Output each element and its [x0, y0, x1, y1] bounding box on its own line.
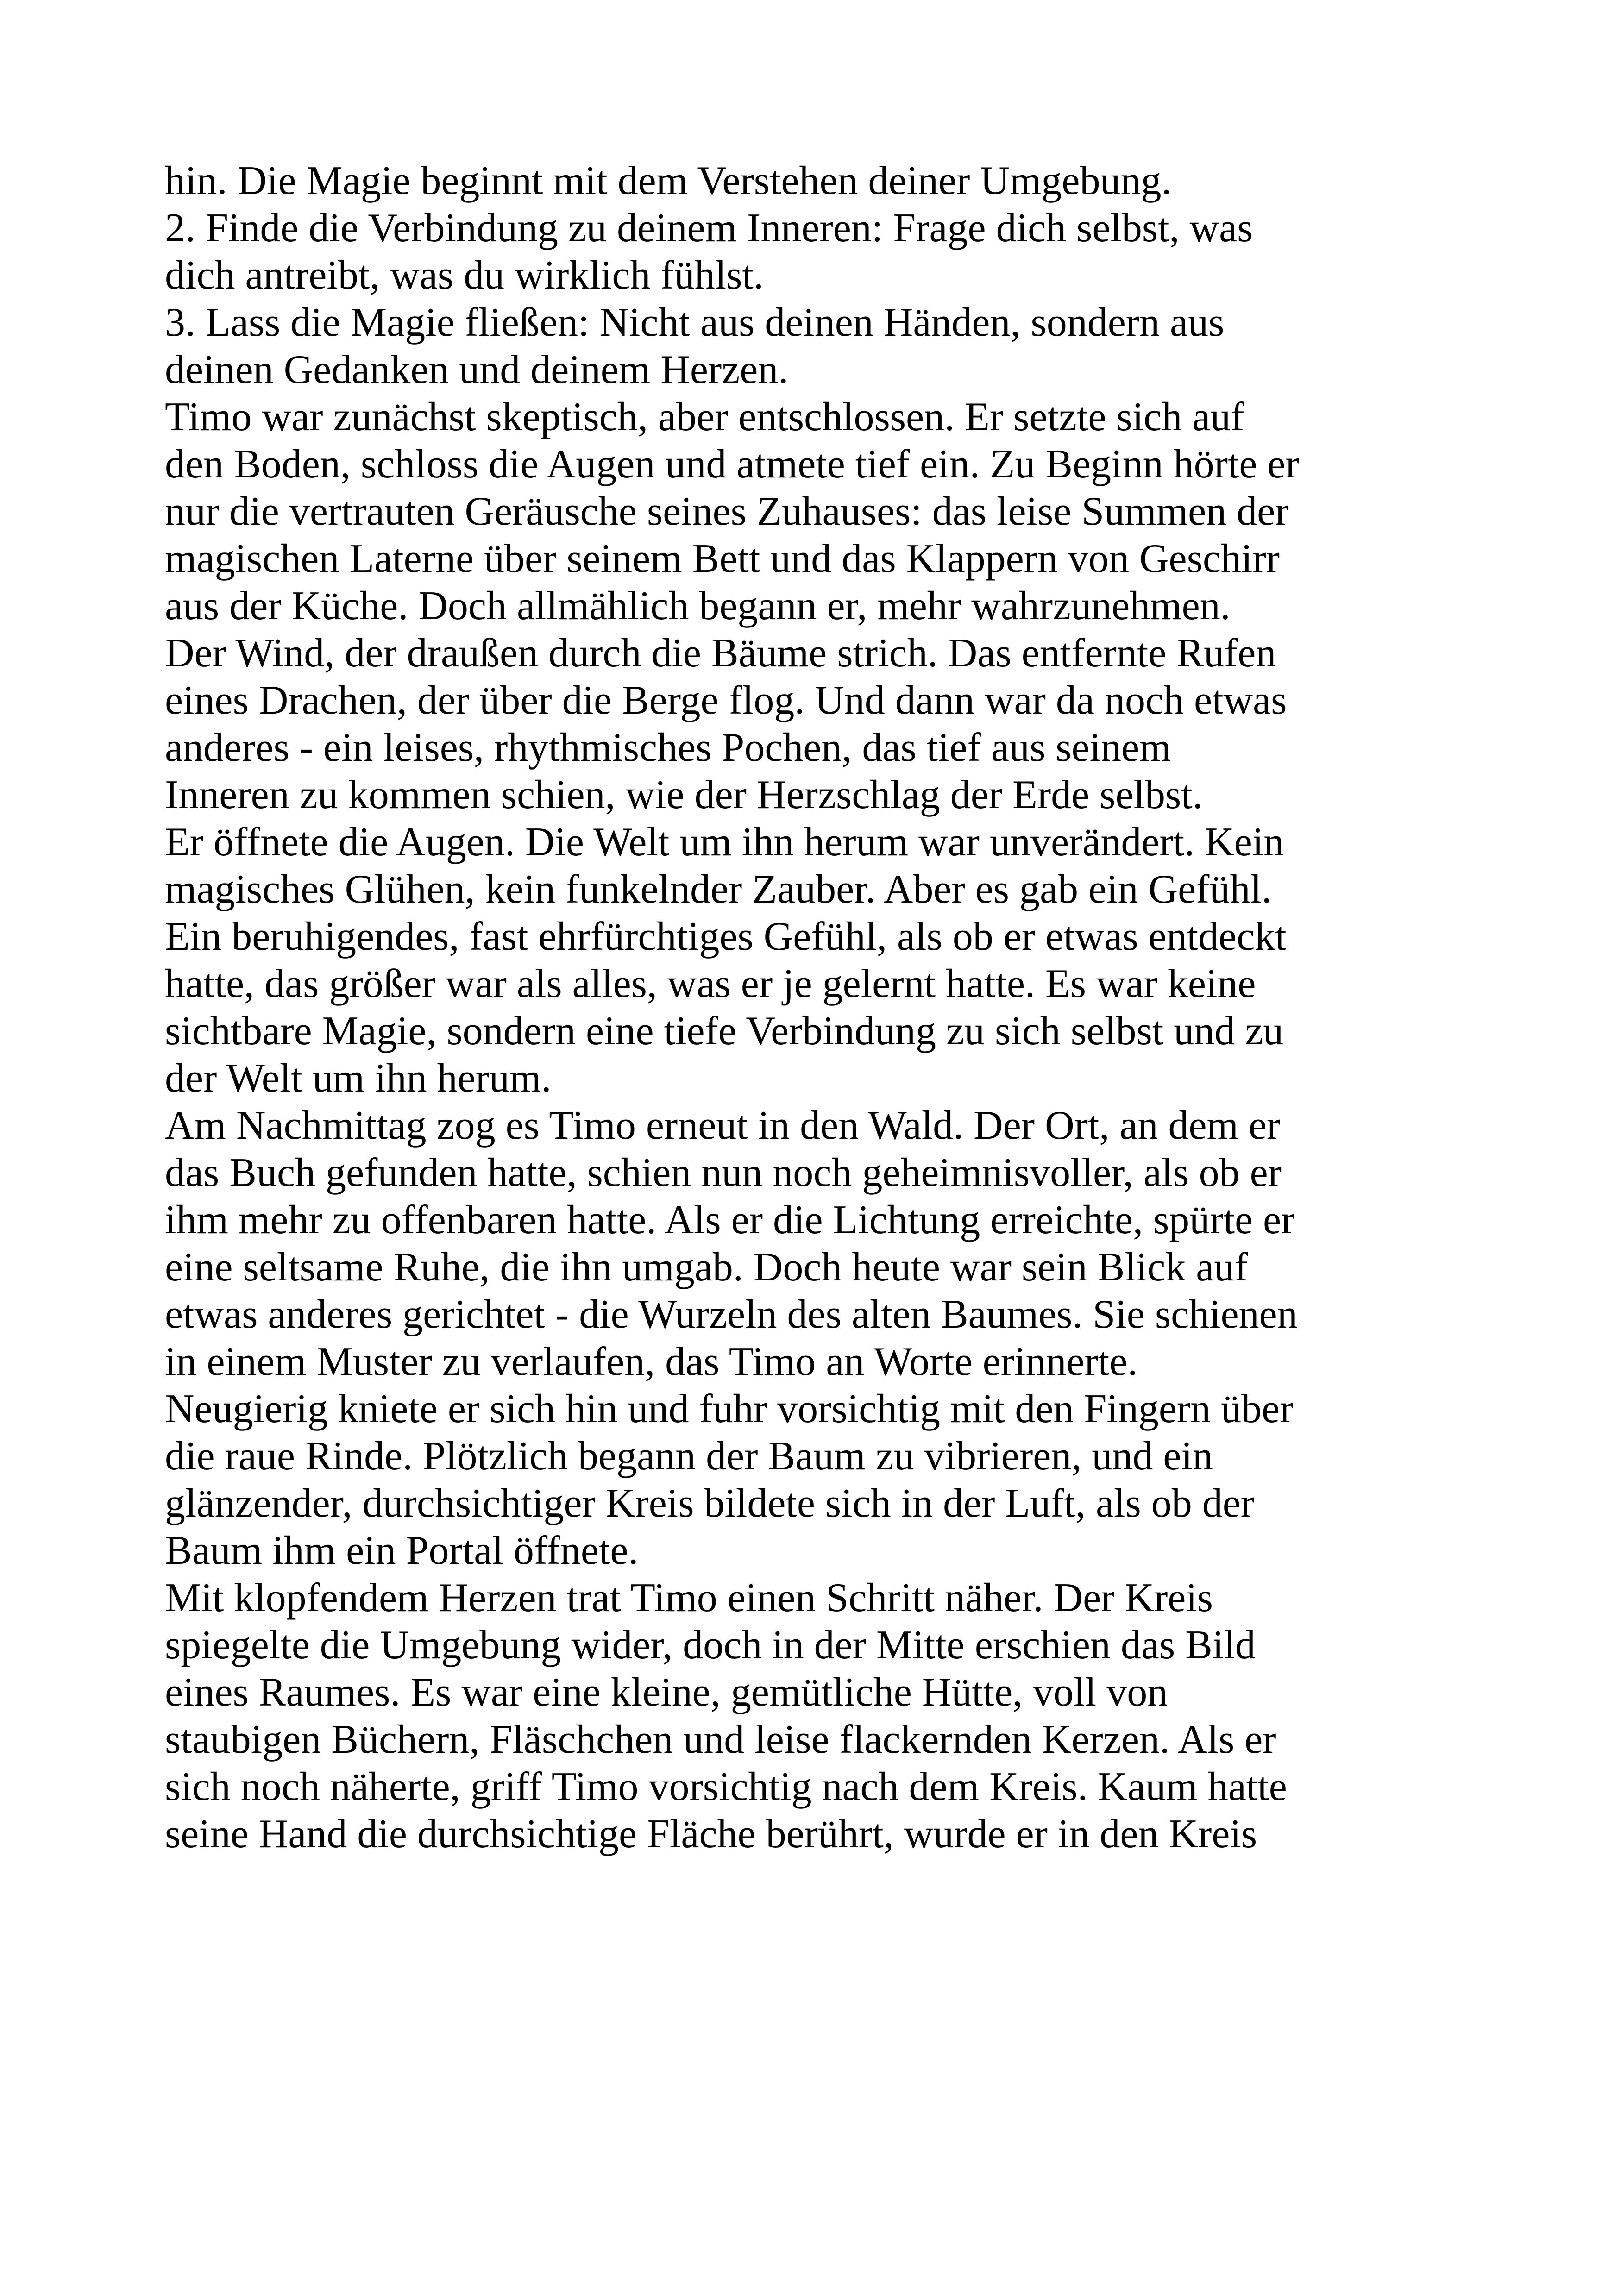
text-line: Der Wind, der draußen durch die Bäume strich. Das entfernte Rufen	[165, 631, 1276, 676]
text-line: in einem Muster zu verlaufen, das Timo an Worte erinnerte.	[165, 1339, 1138, 1384]
text-line: magisches Glühen, kein funkelnder Zauber. Aber es gab ein Gefühl.	[165, 867, 1272, 912]
text-line: Ein beruhigendes, fast ehrfürchtiges Gefühl, als ob er etwas entdeckt	[165, 914, 1287, 959]
text-line: den Boden, schloss die Augen und atmete tief ein. Zu Beginn hörte er	[165, 442, 1299, 487]
text-line: eine seltsame Ruhe, die ihn umgab. Doch heute war sein Blick auf	[165, 1245, 1248, 1290]
text-line: etwas anderes gerichtet - die Wurzeln des alten Baumes. Sie schienen	[165, 1292, 1298, 1337]
text-line: die raue Rinde. Plötzlich begann der Baum zu vibrieren, und ein	[165, 1434, 1213, 1479]
text-line: staubigen Büchern, Fläschchen und leise flackernden Kerzen. Als er	[165, 1717, 1276, 1762]
text-line: Neugierig kniete er sich hin und fuhr vorsichtig mit den Fingern über	[165, 1386, 1294, 1431]
text-line: sichtbare Magie, sondern eine tiefe Verbindung zu sich selbst und zu	[165, 1009, 1284, 1054]
text-line: Am Nachmittag zog es Timo erneut in den Wald. Der Ort, an dem er	[165, 1103, 1281, 1148]
text-line: dich antreibt, was du wirklich fühlst.	[165, 253, 764, 298]
text-line: deinen Gedanken und deinem Herzen.	[165, 347, 789, 392]
text-line: Inneren zu kommen schien, wie der Herzschlag der Erde selbst.	[165, 772, 1203, 817]
text-line: hatte, das größer war als alles, was er je gelernt hatte. Es war keine	[165, 961, 1256, 1006]
text-line: eines Drachen, der über die Berge flog. Und dann war da noch etwas	[165, 678, 1287, 723]
text-line: glänzender, durchsichtiger Kreis bildete sich in der Luft, als ob der	[165, 1481, 1255, 1526]
text-line: der Welt um ihn herum.	[165, 1056, 552, 1101]
text-line: 2. Finde die Verbindung zu deinem Inneren: Frage dich selbst, was	[165, 206, 1253, 251]
text-line: nur die vertrauten Geräusche seines Zuhauses: das leise Summen der	[165, 489, 1289, 534]
text-line: Baum ihm ein Portal öffnete.	[165, 1528, 639, 1573]
text-line: das Buch gefunden hatte, schien nun noch geheimnisvoller, als ob er	[165, 1150, 1282, 1195]
text-line: magischen Laterne über seinem Bett und das Klappern von Geschirr	[165, 536, 1280, 581]
text-line: hin. Die Magie beginnt mit dem Verstehen deiner Umgebung.	[165, 158, 1172, 203]
text-line: sich noch näherte, griff Timo vorsichtig nach dem Kreis. Kaum hatte	[165, 1764, 1287, 1809]
text-line: aus der Küche. Doch allmählich begann er, mehr wahrzunehmen.	[165, 583, 1231, 628]
text-line: eines Raumes. Es war eine kleine, gemütliche Hütte, voll von	[165, 1670, 1168, 1715]
text-line: anderes - ein leises, rhythmisches Pochen, das tief aus seinem	[165, 725, 1171, 770]
text-line: Timo war zunächst skeptisch, aber entschlossen. Er setzte sich auf	[165, 395, 1244, 439]
text-line: ihm mehr zu offenbaren hatte. Als er die Lichtung erreichte, spürte er	[165, 1198, 1295, 1242]
text-line: spiegelte die Umgebung wider, doch in der Mitte erschien das Bild	[165, 1623, 1256, 1668]
text-line: seine Hand die durchsichtige Fläche berührt, wurde er in den Kreis	[165, 1812, 1257, 1857]
text-line: 3. Lass die Magie fließen: Nicht aus deinen Händen, sondern aus	[165, 300, 1225, 345]
text-line: Mit klopfendem Herzen trat Timo einen Schritt näher. Der Kreis	[165, 1575, 1213, 1620]
body-text	[165, 157, 1462, 1858]
text-line: Er öffnete die Augen. Die Welt um ihn herum war unverändert. Kein	[165, 820, 1284, 865]
